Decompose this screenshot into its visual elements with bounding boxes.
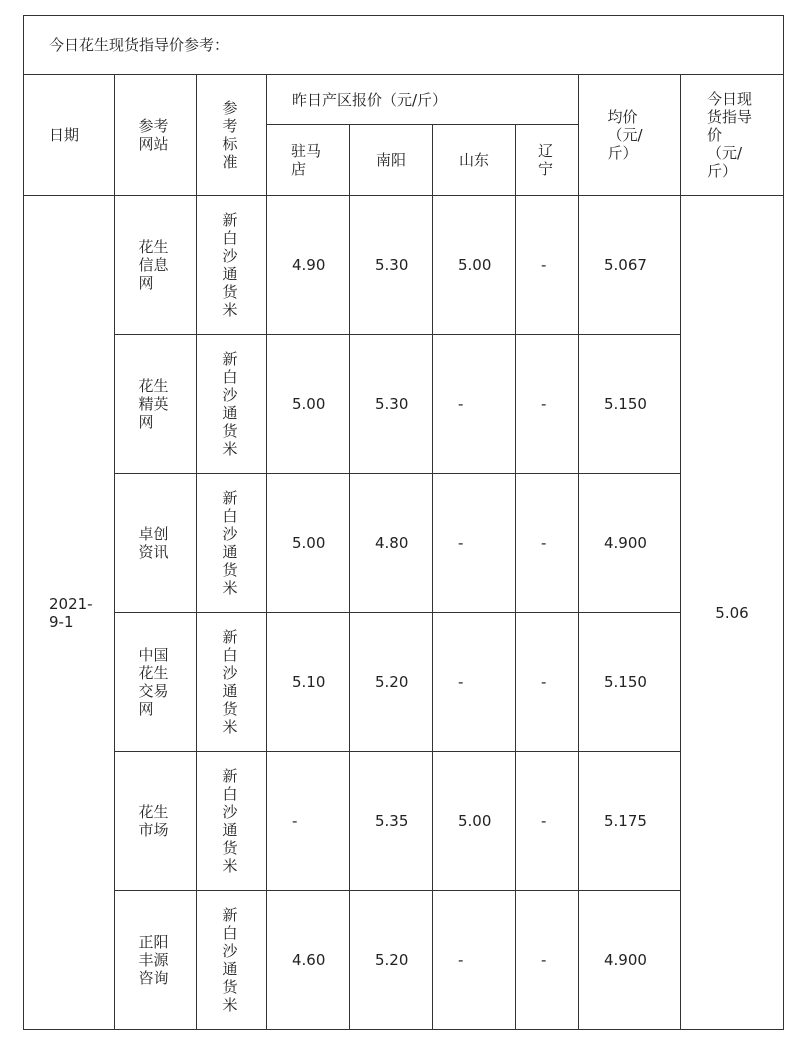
liaoning-price: -: [516, 752, 579, 891]
site-cell: 正阳丰源咨询: [115, 891, 197, 1030]
average-price: 4.900: [579, 474, 681, 613]
header-region-zhumadian: 驻马店: [267, 125, 350, 196]
header-average: 均价（元/斤）: [579, 75, 681, 196]
price-table: [23, 15, 784, 1030]
header-region-shandong: 山东: [433, 125, 516, 196]
liaoning-price: -: [516, 474, 579, 613]
site-cell: 花生市场: [115, 752, 197, 891]
nanyang-price: 5.35: [350, 752, 433, 891]
table-row: [24, 613, 784, 752]
header-date: 日期: [24, 75, 115, 196]
today-guide-price: 5.06: [681, 196, 784, 1030]
shandong-price: -: [433, 335, 516, 474]
nanyang-price: 5.30: [350, 196, 433, 335]
shandong-price: -: [433, 613, 516, 752]
standard-cell: 新白沙通货米: [197, 891, 267, 1030]
header-standard: 参考标准: [197, 75, 267, 196]
nanyang-price: 5.30: [350, 335, 433, 474]
zhumadian-price: 4.90: [267, 196, 350, 335]
nanyang-price: 5.20: [350, 613, 433, 752]
zhumadian-price: 4.60: [267, 891, 350, 1030]
liaoning-price: -: [516, 891, 579, 1030]
shandong-price: 5.00: [433, 752, 516, 891]
table-row: [24, 891, 784, 1030]
title-row: [24, 16, 784, 75]
standard-cell: 新白沙通货米: [197, 335, 267, 474]
nanyang-price: 4.80: [350, 474, 433, 613]
date-cell: 2021-9-1: [24, 196, 115, 1030]
table-row: [24, 335, 784, 474]
table-row: [24, 474, 784, 613]
shandong-price: -: [433, 891, 516, 1030]
average-price: 5.150: [579, 335, 681, 474]
average-price: 5.067: [579, 196, 681, 335]
site-cell: 花生精英网: [115, 335, 197, 474]
standard-cell: 新白沙通货米: [197, 752, 267, 891]
liaoning-price: -: [516, 196, 579, 335]
zhumadian-price: -: [267, 752, 350, 891]
nanyang-price: 5.20: [350, 891, 433, 1030]
zhumadian-price: 5.00: [267, 474, 350, 613]
header-row-1: [24, 75, 784, 125]
header-today-guide: 今日现货指导价（元/斤）: [681, 75, 784, 196]
shandong-price: 5.00: [433, 196, 516, 335]
header-region-group: 昨日产区报价（元/斤）: [267, 75, 579, 125]
table-row: [24, 196, 784, 335]
header-site: 参考网站: [115, 75, 197, 196]
site-cell: 花生信息网: [115, 196, 197, 335]
liaoning-price: -: [516, 335, 579, 474]
site-cell: 卓创资讯: [115, 474, 197, 613]
standard-cell: 新白沙通货米: [197, 474, 267, 613]
standard-cell: 新白沙通货米: [197, 196, 267, 335]
table-row: [24, 752, 784, 891]
standard-cell: 新白沙通货米: [197, 613, 267, 752]
table-title: [24, 16, 784, 75]
average-price: 4.900: [579, 891, 681, 1030]
shandong-price: -: [433, 474, 516, 613]
site-cell: 中国花生交易网: [115, 613, 197, 752]
header-region-liaoning: 辽宁: [516, 125, 579, 196]
liaoning-price: -: [516, 613, 579, 752]
average-price: 5.150: [579, 613, 681, 752]
table-title-text: 今日花生现货指导价参考：: [49, 36, 230, 54]
average-price: 5.175: [579, 752, 681, 891]
header-region-nanyang: 南阳: [350, 125, 433, 196]
zhumadian-price: 5.00: [267, 335, 350, 474]
zhumadian-price: 5.10: [267, 613, 350, 752]
